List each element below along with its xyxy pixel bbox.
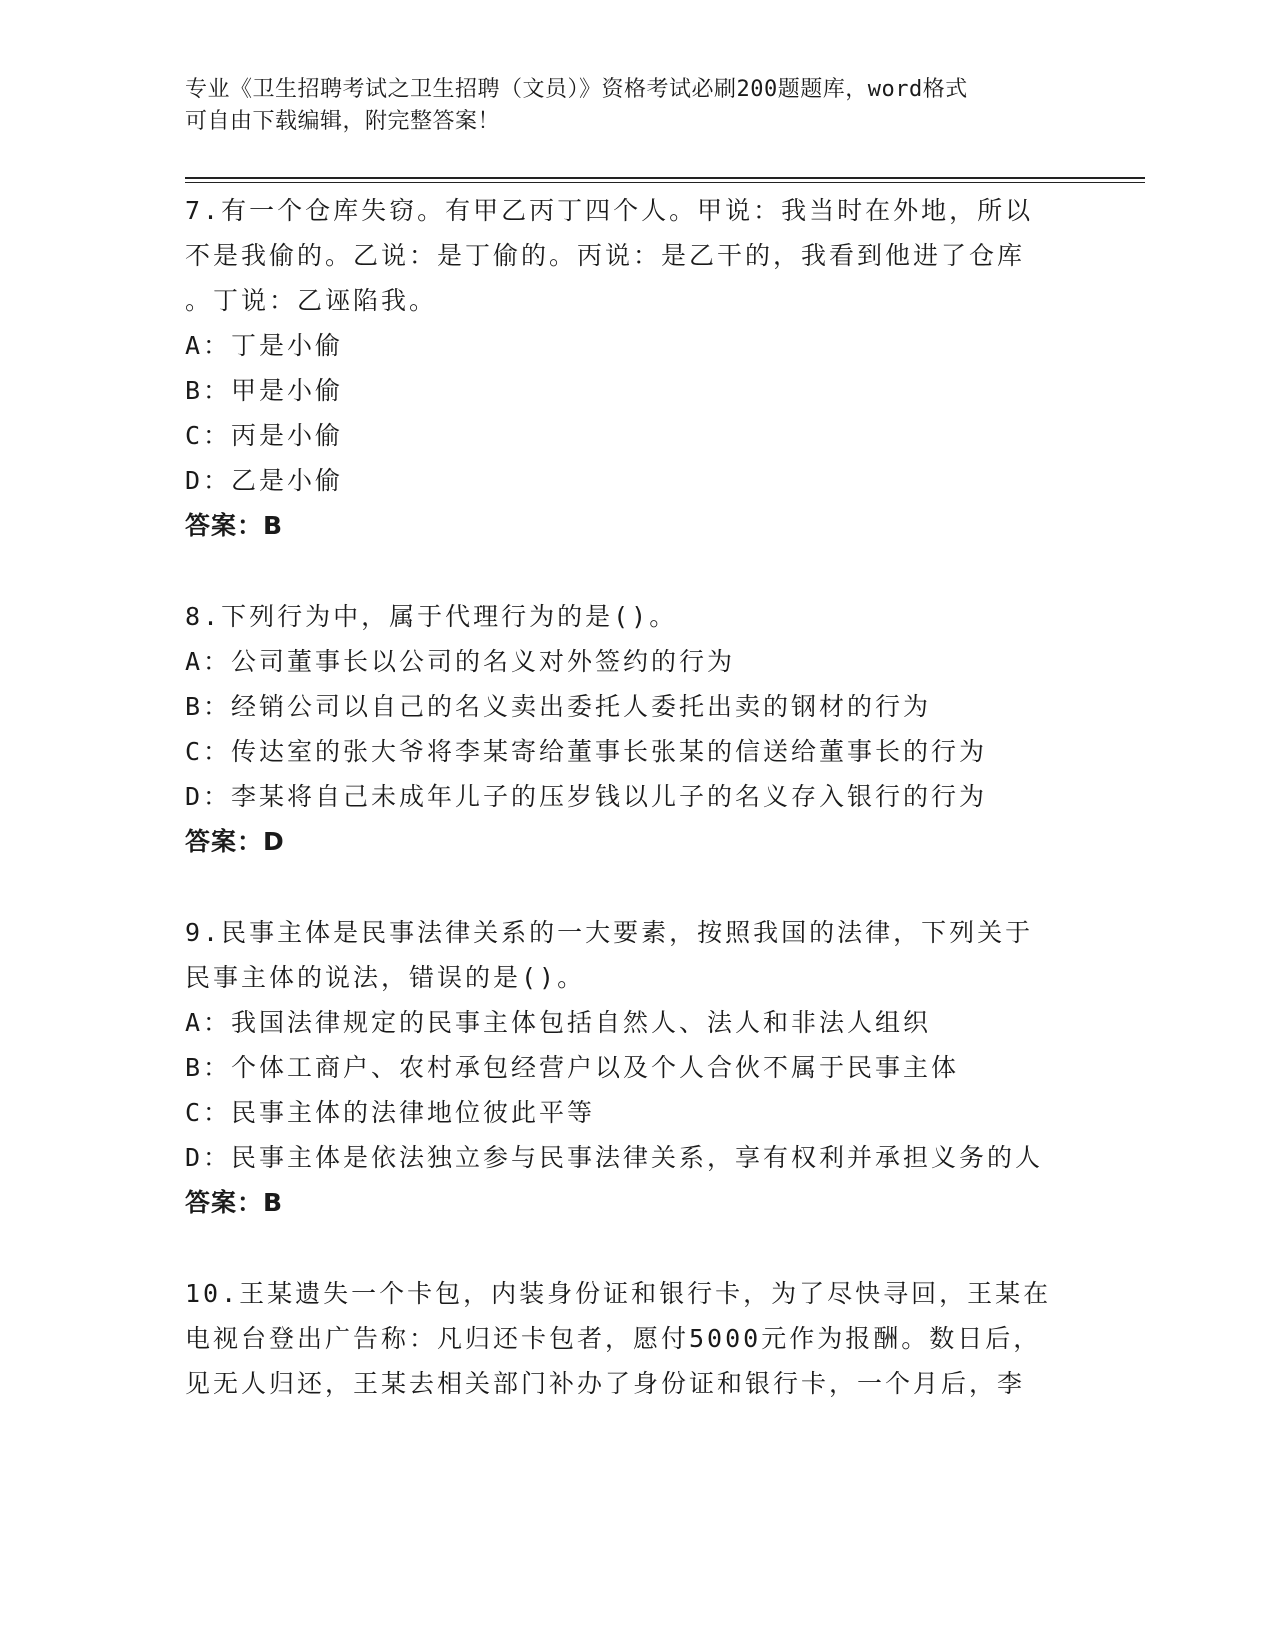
question-stem-line: 民事主体的说法，错误的是()。: [185, 963, 586, 992]
question-8: [185, 594, 1085, 864]
header-divider-thick: [185, 177, 1145, 179]
option-d: D：乙是小偷: [185, 466, 344, 495]
option-a: A：我国法律规定的民事主体包括自然人、法人和非法人组织: [185, 1008, 932, 1037]
question-stem-line: 见无人归还，王某去相关部门补办了身份证和银行卡，一个月后，李: [185, 1369, 1026, 1398]
option-a: A：公司董事长以公司的名义对外签约的行为: [185, 647, 736, 676]
document-header: [185, 74, 1065, 138]
option-c: C：传达室的张大爷将李某寄给董事长张某的信送给董事长的行为: [185, 737, 988, 766]
answer-label: 答案：B: [185, 511, 284, 540]
header-line-2: 可自由下载编辑，附完整答案！: [185, 109, 501, 134]
question-9: [185, 910, 1085, 1225]
option-d: D：李某将自己未成年儿子的压岁钱以儿子的名义存入银行的行为: [185, 782, 988, 811]
question-stem-line: 10.王某遗失一个卡包，内装身份证和银行卡，为了尽快寻回，王某在: [185, 1279, 1052, 1308]
answer-label: 答案：B: [185, 1188, 284, 1217]
option-a: A：丁是小偷: [185, 331, 344, 360]
option-d: D：民事主体是依法独立参与民事法律关系，享有权利并承担义务的人: [185, 1143, 1044, 1172]
question-stem-line: 8.下列行为中，属于代理行为的是()。: [185, 602, 678, 631]
option-b: B：个体工商户、农村承包经营户以及个人合伙不属于民事主体: [185, 1053, 960, 1082]
question-stem-line: 7.有一个仓库失窃。有甲乙丙丁四个人。甲说：我当时在外地，所以: [185, 196, 1034, 225]
option-c: C：丙是小偷: [185, 421, 344, 450]
answer-label: 答案：D: [185, 827, 285, 856]
header-divider-thin: [185, 182, 1145, 183]
header-line-1: 专业《卫生招聘考试之卫生招聘（文员）》资格考试必刷200题题库，word格式: [185, 77, 968, 102]
question-10: [185, 1271, 1085, 1406]
question-7: [185, 188, 1085, 548]
question-stem-line: 电视台登出广告称：凡归还卡包者，愿付5000元作为报酬。数日后，: [185, 1324, 1042, 1353]
question-stem-line: 9.民事主体是民事法律关系的一大要素，按照我国的法律，下列关于: [185, 918, 1034, 947]
question-stem-line: 。丁说：乙诬陷我。: [185, 286, 438, 315]
option-b: B：经销公司以自己的名义卖出委托人委托出卖的钢材的行为: [185, 692, 932, 721]
question-stem-line: 不是我偷的。乙说：是丁偷的。丙说：是乙干的，我看到他进了仓库: [185, 241, 1026, 270]
question-list: [185, 188, 1085, 1452]
option-b: B：甲是小偷: [185, 376, 344, 405]
option-c: C：民事主体的法律地位彼此平等: [185, 1098, 596, 1127]
